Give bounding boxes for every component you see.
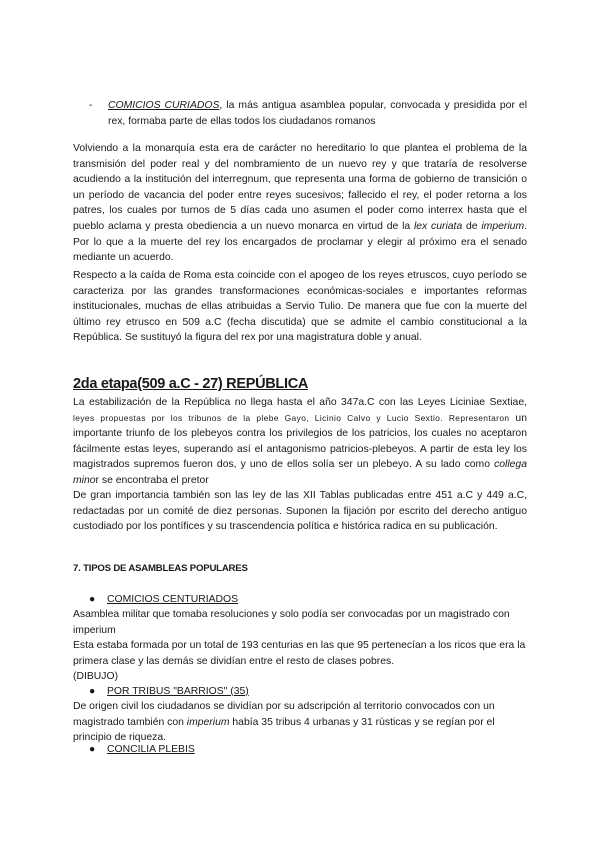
paragraph-text: . Por lo que a la muerte del rey los encargados de proclamar y elegir al próximo era el senado mediante un acuerdo.: [73, 220, 527, 264]
paragraph-text: Volviendo a la monarquía esta era de carácter no hereditario lo que plantea el problema de la transmisión del poder real y del nombramiento de un nuevo rey y que trataría de resolverse acudiendo a la institución del interregnum, que representa una forma de gobierno de transición o un período de vacancia del poder entre reyes sucesivos; fallecido el rey, el poder retorna a los patres, los cuales por turnos de 5 días cada uno asumen el poder como interrex hasta que el pueblo aclama y presta obediencia a un nuevo monarca en virtud de la: [73, 143, 527, 232]
bullet-icon: ●: [89, 686, 96, 697]
imperium-term: imperium: [186, 716, 230, 728]
bullet-label: COMICIOS CENTURIADOS: [107, 594, 239, 605]
paragraph-origen-civil: [73, 699, 527, 746]
paragraph-asamblea-militar: Asamblea militar que tomaba resoluciones y solo podía ser convocadas por un magistrado con imperium: [73, 609, 510, 636]
bullet-concilia-plebis: [89, 742, 195, 758]
imperium-term: imperium: [481, 220, 525, 232]
bullet-comicios-centuriados: [89, 592, 238, 608]
paragraph-estabilizacion: [73, 395, 527, 489]
dash-marker: -: [89, 100, 93, 111]
paragraph-centurias: Esta estaba formada por un total de 193 centurias en las que 95 pertenecían a los ricos que era la primera clase y las demás se dividían entre el resto de clases pobres.: [73, 640, 526, 667]
list-item-text: [89, 98, 527, 129]
paragraph-dibujo: (DIBUJO): [73, 671, 119, 682]
paragraph-monarquia: [73, 141, 527, 266]
bullet-label: CONCILIA PLEBIS: [107, 744, 195, 755]
lex-curiata-term: lex curiata: [413, 220, 463, 232]
list-item-rest: , la más antigua asamblea popular, convocada y presidida por el rex, formaba parte de ellas todos los ciudadanos romanos: [108, 100, 527, 127]
heading-republica: 2da etapa(509 a.C - 27) REPÚBLICA: [73, 376, 309, 392]
paragraph-text: La estabilización de la República no llega hasta el año 347a.C con las Leyes Liciniae Sextiae,: [73, 397, 527, 408]
collega-minor-term: collega mino: [73, 459, 527, 486]
bullet-por-tribus: [89, 684, 249, 700]
paragraph-xii-tablas: De gran importancia también son las ley de las XII Tablas publicadas entre 451 a.C y 449 a.C, redactadas por un comité de diez personas. Suponen la fijación por escrito del derecho antiguo custodiado por los pontífices y su trascendencia política e histórica radica en su publicación.: [73, 490, 527, 533]
bullet-icon: ●: [89, 744, 96, 755]
heading-tipos-asambleas: 7. TIPOS DE ASAMBLEAS POPULARES: [73, 563, 248, 574]
paragraph-text: había 35 tribus 4 urbanas y 31 rústicas y se regían por el principio de riqueza.: [73, 716, 495, 744]
paragraph-text: de: [462, 220, 482, 232]
paragraph-caida-roma: Respecto a la caída de Roma esta coincide con el apogeo de los reyes etruscos, cuyo período se caracteriza por las grandes transformaciones económicas-sociales e importantes reformas institucionales, muchas de ellas atribuidas a Servio Tulio. De manera que fue con la muerte del último rey etrusco en 509 a.C (fecha discutida) que se admite el cambio constitucional a la República. Se sustituyó la figura del rex por una magistratura doble y anual.: [73, 270, 527, 344]
bullet-icon: ●: [89, 594, 96, 605]
term-comicios-curiados: COMICIOS CURIADOS: [108, 100, 220, 111]
list-item-comicios-curiados: [89, 98, 527, 129]
paragraph-text: De origen civil los ciudadanos se dividían por su adscripción al territorio convocados con un magistrado también con: [73, 701, 495, 728]
paragraph-text: un importante triunfo de los plebeyos contra los privilegios de los patricios, los cuales no aceptaron fácilmente estas leyes, superando así el antagonismo patricios-plebeyos. A partir de esta ley los magistrados supremos fueron dos, y uno de ellos solía ser un plebeyo. A su lado como: [73, 412, 527, 471]
bullet-label: POR TRIBUS "BARRIOS" (35): [107, 686, 249, 697]
small-text: leyes propuestas por los tribunos de la plebe Gayo, Licinio Calvo y Lucio Sextio. Representaron: [73, 412, 510, 423]
paragraph-text: r se encontraba el pretor: [95, 474, 209, 486]
